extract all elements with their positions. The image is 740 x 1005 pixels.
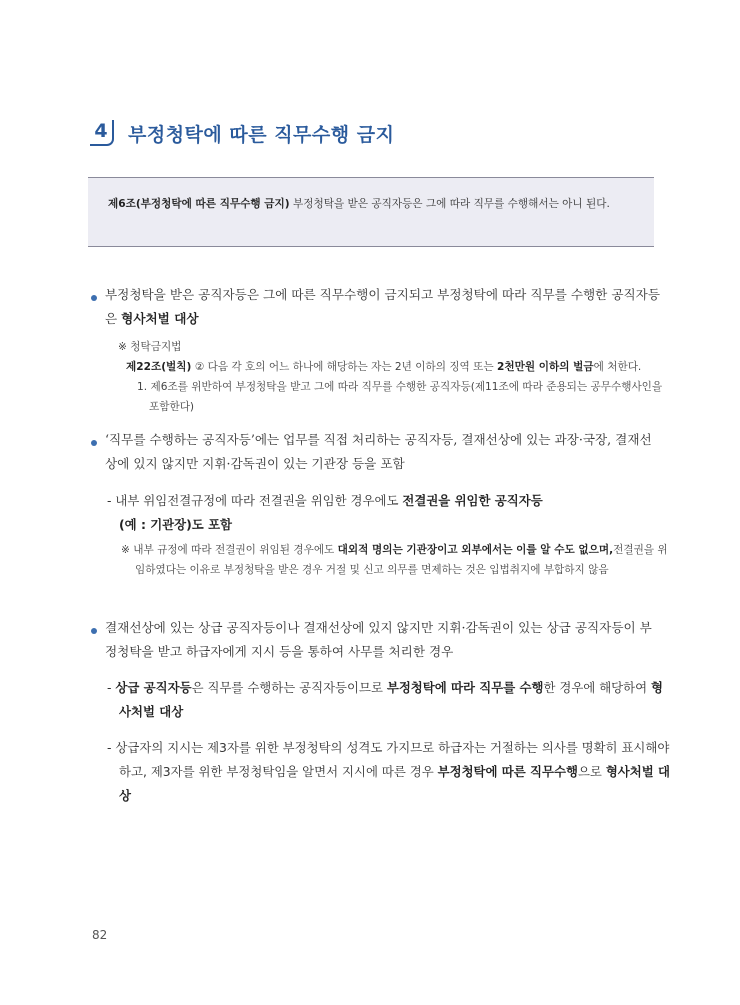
dash-2-bold-2: 부정청탁에 따라 직무를 수행 — [386, 680, 544, 695]
note-delegation-bold: 대외적 명의는 기관장이고 외부에서는 이를 알 수도 없으며, — [337, 544, 614, 556]
dash-1-bold: 전결권을 위임한 공직자등 — [402, 493, 543, 508]
note-article-title: 제22조(벌칙) — [126, 361, 192, 373]
bullet-icon — [91, 628, 97, 634]
dash-3-bold-2: 형사처벌 대상 — [119, 764, 670, 803]
dash-2-dash: - — [107, 680, 116, 695]
section-title: 부정청탁에 따른 직무수행 금지 — [128, 123, 395, 146]
dash-paragraph-3 — [107, 736, 671, 808]
dash-paragraph-1 — [107, 489, 657, 537]
note-article-bold: 2천만원 이하의 벌금 — [497, 361, 594, 373]
dash-3-text-1: - 상급자의 지시는 제3자를 위한 부정청탁의 성격도 가지므로 하급자는 거절하는 의사를 명확히 표시해야 하고, 제3자를 위한 부정청탁임을 알면서 지시에 따른 경우 — [107, 740, 670, 779]
bullet-1-text: 부정청탁을 받은 공직자등은 그에 따른 직무수행이 금지되고 부정청탁에 따라 직무를 수행한 공직자등은 — [105, 287, 660, 326]
dash-2-text-1: 은 직무를 수행하는 공직자등이므로 — [191, 680, 387, 695]
dash-2-text-2: 한 경우에 해당하여 — [543, 680, 652, 695]
dash-2-bold-1: 상급 공직자등 — [115, 680, 192, 695]
section-number: 4 — [90, 120, 114, 146]
dash-1-bold-2: (예 : 기관장)도 포함 — [119, 517, 233, 532]
law-article-box — [88, 177, 654, 247]
bullet-paragraph-1 — [105, 283, 661, 331]
section-heading — [90, 118, 394, 148]
dash-3-text-2: 으로 — [577, 764, 606, 779]
bullet-icon — [91, 295, 97, 301]
note-article-text: ② 다음 각 호의 어느 하나에 해당하는 자는 2년 이하의 징역 또는 — [191, 361, 497, 373]
page-number: 82 — [92, 928, 108, 942]
note-delegation-text: ※ 내부 규정에 따라 전결권이 위임된 경우에도 — [121, 544, 338, 556]
dash-1-text: - 내부 위임전결규정에 따라 전결권을 위임한 경우에도 — [107, 493, 403, 508]
note-title: ※ 청탁금지법 — [118, 341, 182, 353]
bullet-paragraph-2: ‘직무를 수행하는 공직자등’에는 업무를 직접 처리하는 공직자등, 결재선상에 있는 과장·국장, 결재선상에 있지 않지만 지휘·감독권이 있는 기관장 등을 포함 — [105, 432, 652, 471]
dash-3-bold-1: 부정청탁에 따른 직무수행 — [437, 764, 578, 779]
bullet-1-bold: 형사처벌 대상 — [121, 311, 199, 326]
law-article-text: 부정청탁을 받은 공직자등은 그에 따라 직무를 수행해서는 아니 된다. — [289, 198, 610, 210]
note-item: 1. 제6조를 위반하여 부정청탁을 받고 그에 따라 직무를 수행한 공직자등(제11조에 따라 준용되는 공무수행사인을 포함한다) — [137, 381, 663, 413]
note-delegation — [121, 540, 675, 580]
bullet-icon — [91, 440, 97, 446]
law-article-title: 제6조(부정청탁에 따른 직무수행 금지) — [108, 198, 290, 210]
bullet-paragraph-3: 결재선상에 있는 상급 공직자등이나 결재선상에 있지 않지만 지휘·감독권이 있는 상급 공직자등이 부정청탁을 받고 하급자에게 지시 등을 통하여 사무를 처리한 경우 — [105, 620, 652, 659]
note-delegation-text-2: 전결권을 위임하였다는 이유로 부정청탁을 받은 경우 거절 및 신고 의무를 면제하는 것은 입법취지에 부합하지 않음 — [135, 544, 668, 576]
dash-paragraph-2 — [107, 676, 671, 724]
note-article-end: 에 처한다. — [593, 361, 642, 373]
note-article — [126, 357, 666, 377]
dash-2-bold-3: 형사처벌 대상 — [119, 680, 663, 719]
